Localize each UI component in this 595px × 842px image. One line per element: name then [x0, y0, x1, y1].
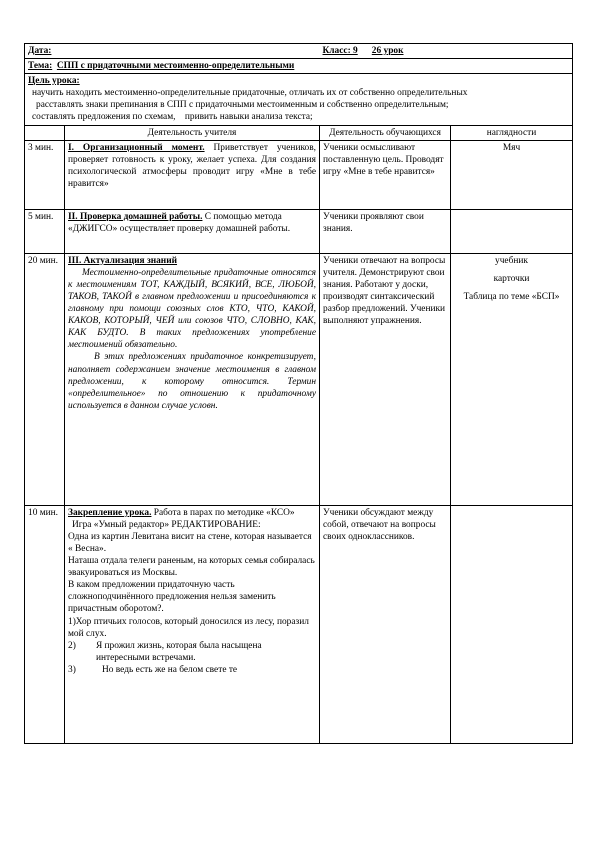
visual-text	[451, 209, 573, 253]
table-row	[25, 505, 573, 743]
stage-text: Местоименно-определительные придаточные относятся к местоимениям ТОТ, КАЖДЫЙ, ВСЯКИЙ, ВСЕ, ЛЮБОЙ, ТАКОВ, ТАКОЙ в главном предложении и присоединяются к главному при помощи союзных слов КТО, ЧТО, КАКОЙ, КАКОВ, КОТОРЫЙ, ЧЕЙ или союзов ЧТО, СЛОВНО, КАК, КАК БУДТО. В таких предложениях употребление местоимений обязательно.	[68, 267, 316, 351]
visual-text: Мяч	[451, 140, 573, 209]
visual-item: учебник	[495, 255, 528, 266]
class-label: Класс: 9	[322, 46, 358, 56]
goal-line-1: научить находить местоименно-определительные придаточные, отличать их от собственно определительных	[32, 88, 468, 99]
goal-label: Цель урока:	[28, 76, 80, 87]
row-time: 5 мин.	[25, 209, 65, 253]
goal-line-2: расставлять знаки препинания в СПП с придаточными местоименным и собственно определительным;	[36, 100, 449, 111]
stage-text: Работа в парах по методике «КСО»	[153, 507, 295, 518]
visual-text	[451, 505, 573, 743]
stage-title: Закрепление урока.	[68, 507, 152, 518]
stage-title: II. Проверка домашней работы.	[68, 211, 203, 222]
option-1: 1)Хор птичьих голосов, который доносился из лесу, поразил мой слух.	[68, 616, 309, 639]
visual-item: карточки	[493, 273, 530, 284]
visual-item: Таблица по теме «БСП»	[463, 291, 560, 302]
row-time: 20 мин.	[25, 253, 65, 505]
game-title: Игра «Умный редактор» РЕДАКТИРОВАНИЕ:	[72, 519, 261, 530]
stage-title: I. Организационный момент.	[68, 142, 205, 153]
option-2-number: 2)	[68, 640, 76, 651]
goal-line-3b: привить навыки анализа текста;	[184, 112, 313, 123]
theme-label: Тема:	[28, 61, 53, 72]
table-row	[25, 140, 573, 209]
students-text: Ученики отвечают на вопросы учителя. Демонстрируют свои знания. Работают у доски, производят синтаксический разбор предложений. Ученики выполняют упражнения.	[320, 253, 451, 505]
theme-text: СПП с придаточными местоименно-определительными	[56, 61, 295, 72]
col-teacher-header: Деятельность учителя	[65, 125, 320, 140]
students-text: Ученики осмысливают поставленную цель. Проводят игру «Мне в тебе нравится»	[320, 140, 451, 209]
col-visual-header: наглядности	[451, 125, 573, 140]
edit-line: Наташа отдала телеги раненым, на которых семья собиралась эвакуироваться из Москвы.	[68, 556, 315, 579]
stage-text-2: В этих предложениях придаточное конкретизирует, наполняет содержанием значение местоимения в главном предложении, к которому относится. Термин «определительное» по отношению к придаточному используется в данном случае условн.	[68, 352, 316, 411]
lesson-table	[24, 43, 573, 744]
edit-line: Одна из картин Левитана висит на стене, которая называется « Весна».	[68, 531, 312, 554]
table-row	[25, 253, 573, 505]
table-row	[25, 209, 573, 253]
row-time: 10 мин.	[25, 505, 65, 743]
option-3: Но ведь есть же на белом свете те	[102, 664, 238, 675]
col-students-header: Деятельность обучающихся	[320, 125, 451, 140]
stage-text: С помощью метода «ДЖИГСО» осуществляет проверку домашней работы.	[68, 211, 291, 234]
row-time: 3 мин.	[25, 140, 65, 209]
stage-title: III. Актуализация знаний	[68, 255, 178, 266]
option-2: Я прожил жизнь, которая была насыщена интересными встречами.	[95, 640, 262, 663]
students-text: Ученики проявляют свои знания.	[320, 209, 451, 253]
option-3-number: 3)	[68, 664, 76, 675]
lesson-number: 26 урок	[371, 46, 404, 56]
lesson-plan-page	[24, 43, 572, 744]
stage-text: Приветствует учеников, проверяет готовность к уроку, желает успеха. Для создания психологической атмосферы проводит игру «Мне в тебе нравится»	[68, 142, 316, 189]
question-line: В каком предложении придаточную часть сложноподчинённого предложения нельзя заменить причастным оборотом?.	[68, 580, 276, 615]
date-label: Дата:	[28, 46, 52, 56]
goal-line-3: составлять предложения по схемам,	[32, 112, 176, 123]
students-text: Ученики обсуждают между собой, отвечают на вопросы своих одноклассников.	[320, 505, 451, 743]
